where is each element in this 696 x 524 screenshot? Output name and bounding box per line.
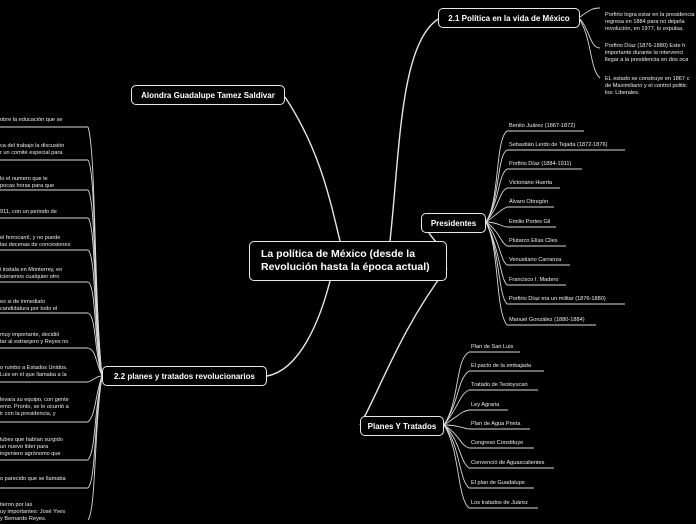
tratados-note: i instala en Monterrey, en icieramos cualquier otro [0,267,63,281]
planes-node[interactable] [360,416,444,436]
author-label: Alondra Guadalupe Tamez Saldívar [141,90,275,100]
politica-label: 2.1 Política en la vida de México [448,13,570,23]
plan-item: Ley Agraria [471,402,500,408]
president-item: Porfirio Díaz (1884-1911) [509,161,572,167]
plan-item: Los tratados de Juárez [471,500,528,506]
tratados-note: el ferrocarril, y no puede las decenas de concesiones [0,235,71,249]
author-node[interactable] [131,85,285,105]
tratados-note: levara su equipo, con gente emo. Pronto, se le ocurrió a ir con la presidencia, y [0,397,69,418]
president-item: Francisco I. Madero [509,277,559,283]
president-item: Álvaro Obregón [509,199,549,205]
plan-item: El plan de Guadalupe [471,480,525,486]
president-item: Porfirio Díaz era un militar (1876-1880) [509,296,606,302]
tratados-note: muy importante, decidió tar al estranjero y Reyes no [0,332,69,346]
president-item: Plutarco Elías Clles [509,238,558,244]
central-topic-node[interactable] [249,241,447,281]
president-item: Victoriano Huerta [509,180,553,186]
tratados-note: o rumbo a Estados Unidos. Luis en el que llamaba a la [0,365,68,379]
planes-label: Planes Y Tratados [367,421,437,431]
politica-note: Porfirio logra estar en la presidencia regresa en 1884 para no dejarla revolución, en 1977, lo expulsa. [605,12,695,33]
tratados-note: es si de inmediato candidatura por todo el [0,299,58,313]
president-item: Emilio Portes Gil [509,219,551,225]
plan-item: Congreso Constituye [471,440,524,446]
tratados-note: lubes que habían surgido un nuevo líder para ingeniero agrónomo que [0,437,63,458]
tratados-label: 2.2 planes y tratados revolucionarios [114,371,255,381]
politica-note: Porfirio Díaz (1876-1880) Este h importante durante la intervenci llegar a la presidencia en dos oca [605,43,689,64]
president-item: Sebastián Lerdo de Tejada (1872-1876) [509,142,608,148]
tratados-note: ca del trabajo la discusión r un comité especial para [0,143,65,157]
presidentes-node[interactable] [421,213,486,233]
tratados-note: lo el numero que le pocas horas para que [0,176,55,190]
politica-node[interactable] [438,8,580,28]
tratados-node[interactable] [102,366,267,386]
central-topic-label: La política de México (desde la Revolución hasta la época actual) [261,248,430,273]
plan-item: Tratado de Teoloyucan [471,382,528,388]
politica-note: EL estado se construye en 1867 c de Maximiliano y el control politic los: Liberales. [605,76,690,97]
tratados-note: tieron por las uy importantes: José Yves y Bernardo Reyes. [0,502,66,523]
presidentes-label: Presidentes [430,218,477,228]
plan-item: Plan de Agua Prieta [471,421,521,427]
tratados-note: o parecido que se llamaba [0,476,66,482]
tratados-note: 911, con un periodo de [0,209,57,215]
plan-item: Plan de San Luis [471,344,514,350]
president-item: Benito Juárez (1867-1872) [509,123,576,129]
tratados-note: obre la educación que se [0,117,63,123]
president-item: Manuel González (1880-1884) [509,317,585,323]
president-item: Venustiano Carranza [509,257,562,263]
plan-item: El pacto de la embajada [471,363,532,369]
plan-item: Convenció de Aguascalientes [471,460,545,466]
